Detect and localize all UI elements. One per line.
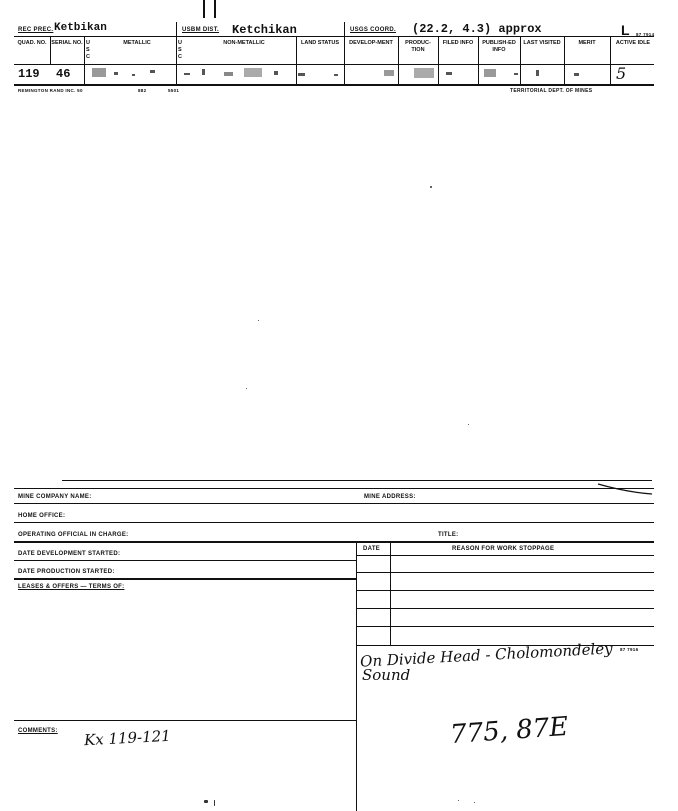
- date-label: DATE: [363, 546, 381, 552]
- col-last-visited: LAST VISITED: [523, 40, 561, 46]
- date-development-label: DATE DEVELOPMENT STARTED:: [18, 551, 121, 557]
- mine-address-label: MINE ADDRESS:: [364, 494, 416, 500]
- row-active-mark: 5: [616, 64, 627, 83]
- col-development: DEVELOP-MENT: [349, 40, 393, 46]
- stoppage-row-5: [356, 626, 654, 627]
- rule-date-prod: [14, 578, 356, 580]
- leases-label: LEASES & OFFERS — TERMS OF:: [18, 584, 125, 590]
- col-usc-2: U S C: [178, 40, 182, 60]
- rec-prec-value: Ketbikan: [54, 22, 107, 34]
- home-office-label: HOME OFFICE:: [18, 513, 66, 519]
- top-footer-left: REMINGTON RAND INC. 50: [18, 88, 83, 93]
- comments-label: COMMENTS:: [18, 728, 58, 734]
- speck: [246, 388, 247, 389]
- corner-mark: L: [621, 22, 630, 38]
- rule-company: [14, 503, 654, 504]
- rule-comments: [14, 720, 356, 721]
- top-form-code: 87 7914: [636, 32, 655, 37]
- speck: [258, 320, 259, 321]
- stoppage-row-1: [356, 555, 654, 556]
- usbm-dist-value: Ketchikan: [232, 23, 297, 37]
- scan-noise: [84, 64, 614, 84]
- col-usc-1: U S C: [86, 40, 90, 60]
- top-footer-right: TERRITORIAL DEPT. OF MINES: [510, 88, 593, 94]
- col-non-metallic: NON-METALLIC: [223, 40, 265, 46]
- speck: [458, 800, 459, 801]
- speck: [474, 802, 475, 803]
- col-active-idle: ACTIVE IDLE: [615, 40, 651, 46]
- usgs-coord-value: (22.2, 4.3) approx: [412, 22, 542, 36]
- top-tick-2: [214, 0, 216, 18]
- bottom-form-code: 87 7916: [620, 647, 639, 652]
- top-footer-code-2: 5501: [168, 88, 180, 93]
- col-land-status: LAND STATUS: [301, 40, 339, 46]
- operating-official-label: OPERATING OFFICIAL IN CHARGE:: [18, 532, 129, 538]
- usbm-dist-label: USBM DIST.: [182, 27, 220, 33]
- top-rule-1: [14, 36, 654, 37]
- handwritten-comments: Kx 119-121: [83, 726, 172, 750]
- stoppage-row-4: [356, 608, 654, 609]
- handwritten-location-line2: Sound: [362, 666, 411, 684]
- rule-date-dev: [14, 560, 356, 561]
- handwritten-location-line1: On Divide Head - Cholomondeley: [359, 639, 614, 671]
- col-metallic: METALLIC: [123, 40, 151, 46]
- stoppage-row-2: [356, 572, 654, 573]
- date-production-label: DATE PRODUCTION STARTED:: [18, 569, 115, 575]
- handwritten-coords: 775, 87E: [449, 711, 570, 751]
- stoppage-row-3: [356, 590, 654, 591]
- col-filed-info: FILED INFO: [442, 40, 474, 46]
- speck: [468, 424, 469, 425]
- title-label: TITLE:: [438, 532, 459, 538]
- top-footer-code-1: 882: [138, 88, 147, 93]
- rule-home-office: [14, 522, 654, 523]
- col-production: PRODUC-TION: [405, 40, 431, 53]
- speck: [430, 186, 432, 188]
- bottom-rule-top: [62, 480, 652, 481]
- col-merit: MERIT: [578, 40, 596, 46]
- stoppage-date-divider: [390, 541, 391, 645]
- top-tick-1: [203, 0, 205, 18]
- mine-company-label: MINE COMPANY NAME:: [18, 494, 92, 500]
- reason-label: REASON FOR WORK STOPPAGE: [452, 546, 555, 552]
- stoppage-divider: [356, 541, 357, 811]
- rule-official: [14, 541, 654, 543]
- col-quad-no: QUAD. NO.: [17, 40, 47, 46]
- top-rule-3: [14, 84, 654, 86]
- speck: [214, 800, 215, 806]
- row-serial-value: 46: [56, 67, 71, 81]
- col-serial-no: SERIAL NO.: [51, 40, 83, 46]
- row-quad-value: 119: [18, 67, 40, 81]
- rec-prec-label: REC PREC.: [18, 27, 54, 33]
- speck: [204, 800, 208, 803]
- corner-curl: [596, 478, 656, 498]
- usgs-coord-label: USGS COORD.: [350, 27, 396, 33]
- col-published-info: PUBLISH-ED INFO: [482, 40, 516, 53]
- bottom-rule-top-2: [14, 488, 654, 489]
